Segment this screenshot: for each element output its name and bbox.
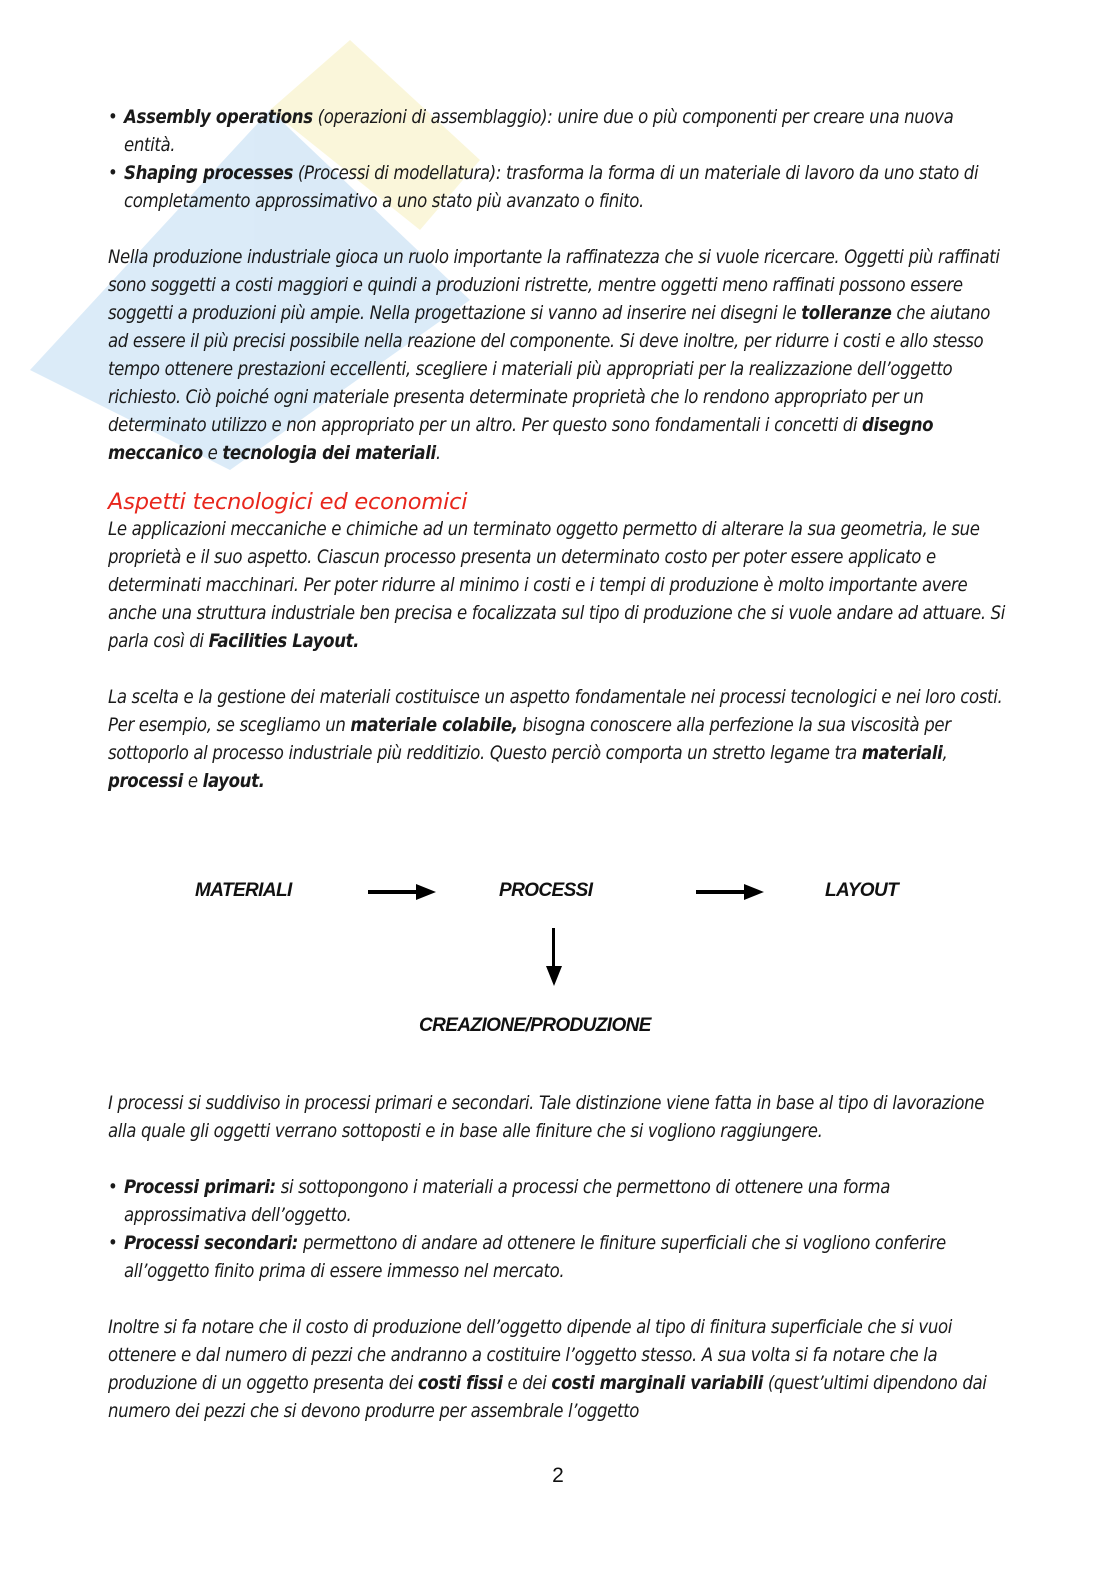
paragraph-refinement: Nella produzione industriale gioca un ruolo importante la raffinatezza che si vuole ricercare. Oggetti più raffinati sono soggetti a costi maggiori e quindi a produzioni ristrette, mentre oggetti meno raffinati possono essere soggetti a produzioni più ampie. Nella progettazione si vanno ad inserire nei disegni le tolleranze che aiutano ad essere il più precisi possibile nella reazione del componente. Si deve inoltre, per ridurre i costi e allo stesso tempo ottenere prestazioni eccellenti, scegliere i materiali più appropriati per la realizzazione dell’oggetto richiesto. Ciò poiché ogni materiale presenta determinate proprietà che lo rendono appropriato per un determinato utilizzo e non appropriato per un altro. Per questo sono fondamentali i concetti di disegno meccanico e tecnologia dei materiali. xyxy=(108,247,1000,464)
page-number: 2 xyxy=(552,1464,564,1487)
node-layout: LAYOUT xyxy=(825,880,899,901)
list-item: • Processi primari: si sottopongono i materiali a processi che permettono di ottenere una forma approssimativa dell’oggetto. xyxy=(108,1174,1008,1230)
list-item: • Processi secondari: permettono di andare ad ottenere le finiture superficiali che si vogliono conferire all’oggetto finito prima di essere immesso nel mercato. xyxy=(108,1230,1008,1286)
arrow-down-icon xyxy=(544,928,564,988)
paragraph-materials: La scelta e la gestione dei materiali costituisce un aspetto fondamentale nei processi tecnologici e nei loro costi. Per esempio, se scegliamo un materiale colabile, bisogna conoscere alla perfezione la sua viscosità per sottoporlo al processo industriale più redditizio. Questo perciò comporta un stretto legame tra materiali, processi e layout. xyxy=(108,687,1003,792)
arrow-right-icon xyxy=(368,884,438,900)
operations-list xyxy=(108,104,1008,216)
node-production: CREAZIONE/PRODUZIONE xyxy=(419,1015,651,1036)
document-page-lower xyxy=(108,1090,1008,1426)
process-list xyxy=(108,1174,1008,1286)
list-item: • Shaping processes (Processi di modellatura): trasforma la forma di un materiale di lavoro da uno stato di completamento approssimativo a uno stato più avanzato o finito. xyxy=(108,160,1008,216)
document-page xyxy=(108,104,1008,796)
paragraph-costs: Inoltre si fa notare che il costo di produzione dell’oggetto dipende al tipo di finitura superficiale che si vuoi ottenere e dal numero di pezzi che andranno a costituire l’oggetto stesso. A sua volta si fa notare che la produzione di un oggetto presenta dei costi fissi e dei costi marginali variabili (quest’ultimi dipendono dai numero dei pezzi che si devono produrre per assembrale l’oggetto xyxy=(108,1317,987,1422)
node-processes: PROCESSI xyxy=(499,880,593,901)
arrow-right-icon xyxy=(696,884,766,900)
process-flow-diagram xyxy=(180,870,940,1050)
paragraph-applications: Le applicazioni meccaniche e chimiche ad un terminato oggetto permetto di alterare la sua geometria, le sue proprietà e il suo aspetto. Ciascun processo presenta un determinato costo per poter essere applicato e determinati macchinari. Per poter ridurre al minimo i costi e i tempi di produzione è molto importante avere anche una struttura industriale ben precisa e focalizzata sul tipo di produzione che si vuole andare ad attuare. Si parla così di Facilities Layout. xyxy=(108,519,1006,652)
list-item: • Assembly operations (operazioni di assemblaggio): unire due o più componenti per creare una nuova entità. xyxy=(108,104,1008,160)
section-heading: Aspetti tecnologici ed economici xyxy=(108,489,468,515)
node-materials: MATERIALI xyxy=(195,880,292,901)
paragraph-process-types: I processi si suddiviso in processi primari e secondari. Tale distinzione viene fatta in base al tipo di lavorazione alla quale gli oggetti verrano sottoposti e in base alle finiture che si vogliono raggiungere. xyxy=(108,1093,985,1142)
